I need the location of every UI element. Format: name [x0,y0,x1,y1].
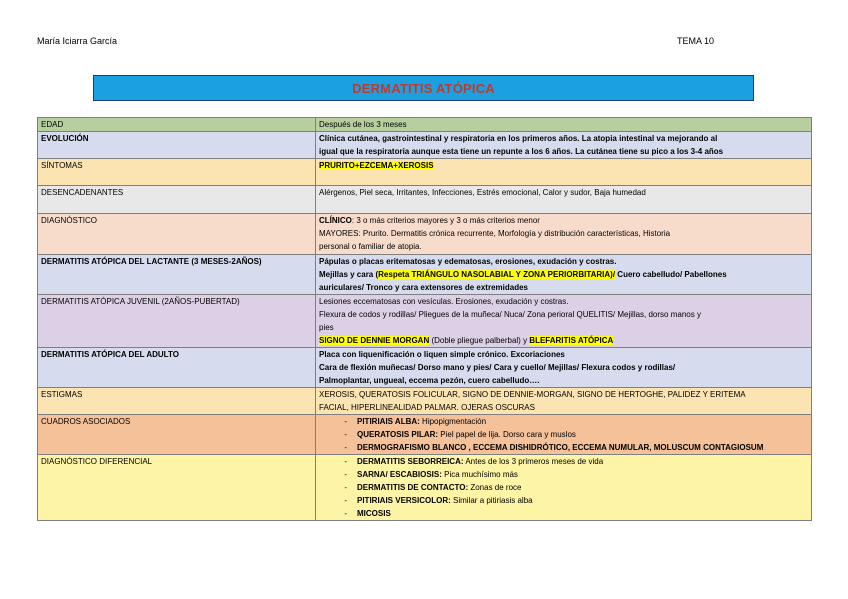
term-text: Antes de los 3 primeros meses de vida [463,457,604,466]
term-text: Piel papel de lija. Dorso cara y muslos [438,430,576,439]
content-line: MAYORES: Prurito. Dermatitis crónica recurrente, Morfología y distribución características, Historia [319,229,671,238]
content-line [319,334,808,347]
bold-term: DERMATITIS DE CONTACTO: [357,483,469,492]
highlight-text: PRURITO+EZCEMA+XEROSIS [319,161,434,170]
term-text: Cuero cabelludo/ Pabellones [615,270,727,279]
table-row-diagnostico [38,214,812,255]
row-label: SÍNTOMAS [38,159,316,186]
bullet-dash: - [344,496,347,505]
row-label: ESTIGMAS [38,388,316,415]
bullet-dash: - [344,443,347,452]
title-banner [93,75,754,101]
bold-term: QUERATOSIS PILAR: [357,430,439,439]
table-row-adulto [38,348,812,388]
row-content [316,255,812,295]
content-line [319,268,808,281]
row-content [316,132,812,159]
table-row-evolucion [38,132,812,159]
bold-term: SARNA/ ESCABIOSIS: [357,470,442,479]
row-content [316,388,812,415]
term-text: : 3 o más criterios mayores y 3 o más criterios menor [351,216,540,225]
list-item [319,507,808,520]
highlight-text: Respeta TRIÁNGULO NASOLABIAL Y ZONA PERIORBITARIA)/ [378,270,616,279]
row-content [316,348,812,388]
highlight-text: BLEFARITIS ATÓPICA [529,336,614,345]
list-item [319,481,808,494]
list-item [319,415,808,428]
bold-term: PITIRIAIS VERSICOLOR: [357,496,451,505]
bullet-dash: - [344,509,347,518]
page-title: DERMATITIS ATÓPICA [352,80,495,96]
content-line: personal o familiar de atopia. [319,242,422,251]
row-content: Después de los 3 meses [316,118,812,132]
term-text: Pica muchísimo más [441,470,518,479]
row-label: DERMATITIS ATÓPICA JUVENIL (2AÑOS-PUBERTAD) [38,295,316,348]
bullet-dash: - [344,457,347,466]
row-content [316,159,812,186]
tema-label: TEMA 10 [677,36,715,46]
row-label: CUADROS ASOCIADOS [38,415,316,455]
content-line: Palmoplantar, ungueal, eccema pezón, cuero cabelludo…. [319,376,540,385]
content-line: Clínica cutánea, gastrointestinal y respiratoria en los primeros años. La atopia intestinal va mejorando al [319,134,718,143]
table-row-juvenil [38,295,812,348]
content-line: pies [319,323,334,332]
row-content [316,214,812,255]
content-line: Pápulas o placas eritematosas y edematosas, erosiones, exudación y costras. [319,257,617,266]
bullet-dash: - [344,430,347,439]
row-content [316,295,812,348]
content-line [319,214,808,227]
list-item [319,441,808,454]
content-line: Cara de flexión muñecas/ Dorso mano y pies/ Cara y cuello/ Mejillas/ Flexura codos y rodillas/ [319,363,676,372]
row-label: DIAGNÓSTICO [38,214,316,255]
bullet-dash: - [344,417,347,426]
table-row-diferencial [38,455,812,521]
summary-table [37,117,812,521]
table-row-sintomas [38,159,812,186]
row-content [316,455,812,521]
list-item [319,428,808,441]
bold-term: CLÍNICO [319,216,352,225]
row-label: EVOLUCIÓN [38,132,316,159]
row-label: DIAGNÓSTICO DIFERENCIAL [38,455,316,521]
content-line: XEROSIS, QUERATOSIS FOLICULAR, SIGNO DE DENNIE-MORGAN, SIGNO DE HERTOGHE, PALIDEZ Y ERITEMA [319,390,746,399]
list-item [319,468,808,481]
term-text: Mejillas y cara ( [319,270,379,279]
bullet-dash: - [344,470,347,479]
term-text: Similar a pitiriasis alba [450,496,533,505]
content-line: Placa con liquenificación o liquen simple crónico. Excoriaciones [319,350,565,359]
table-row-lactante [38,255,812,295]
row-label: EDAD [38,118,316,132]
table-row-edad [38,118,812,132]
row-content [316,415,812,455]
content-line: Flexura de codos y rodillas/ Pliegues de la muñeca/ Nuca/ Zona perioral QUELITIS/ Mejillas, dorso manos y [319,310,701,319]
bold-term: DERMOGRAFISMO BLANCO , ECCEMA DISHIDRÓTICO, ECCEMA NUMULAR, MOLUSCUM CONTAGIOSUM [357,443,764,452]
row-label: DESENCADENANTES [38,186,316,214]
author-name: María Iciarra García [37,36,118,46]
highlight-text: SIGNO DE DENNIE MORGAN [319,336,430,345]
bullet-dash: - [344,483,347,492]
row-label: DERMATITIS ATÓPICA DEL LACTANTE (3 MESES-2AÑOS) [38,255,316,295]
term-text: Zonas de roce [468,483,522,492]
term-text: Hipopigmentación [419,417,487,426]
content-line: FACIAL, HIPERLINEALIDAD PALMAR. OJERAS OSCURAS [319,403,535,412]
table-row-desencadenantes [38,186,812,214]
content-line: igual que la respiratoria aunque esta tiene un repunte a los 6 años. La cutánea tiene su pico a los 3-4 años [319,147,724,156]
bold-term: DERMATITIS SEBORREICA: [357,457,464,466]
list-item [319,494,808,507]
term-text: (Doble pliegue palberbal) y [429,336,530,345]
row-content: Alérgenos, Piel seca, Irritantes, Infecciones, Estrés emocional, Calor y sudor, Baja humedad [316,186,812,214]
table-row-estigmas [38,388,812,415]
content-line: auriculares/ Tronco y cara extensores de extremidades [319,283,528,292]
bold-term: PITIRIAIS ALBA: [357,417,420,426]
list-item [319,455,808,468]
table-row-cuadros [38,415,812,455]
bold-term: MICOSIS [357,509,391,518]
content-line: Lesiones eccematosas con vesículas. Erosiones, exudación y costras. [319,297,569,306]
row-label: DERMATITIS ATÓPICA DEL ADULTO [38,348,316,388]
